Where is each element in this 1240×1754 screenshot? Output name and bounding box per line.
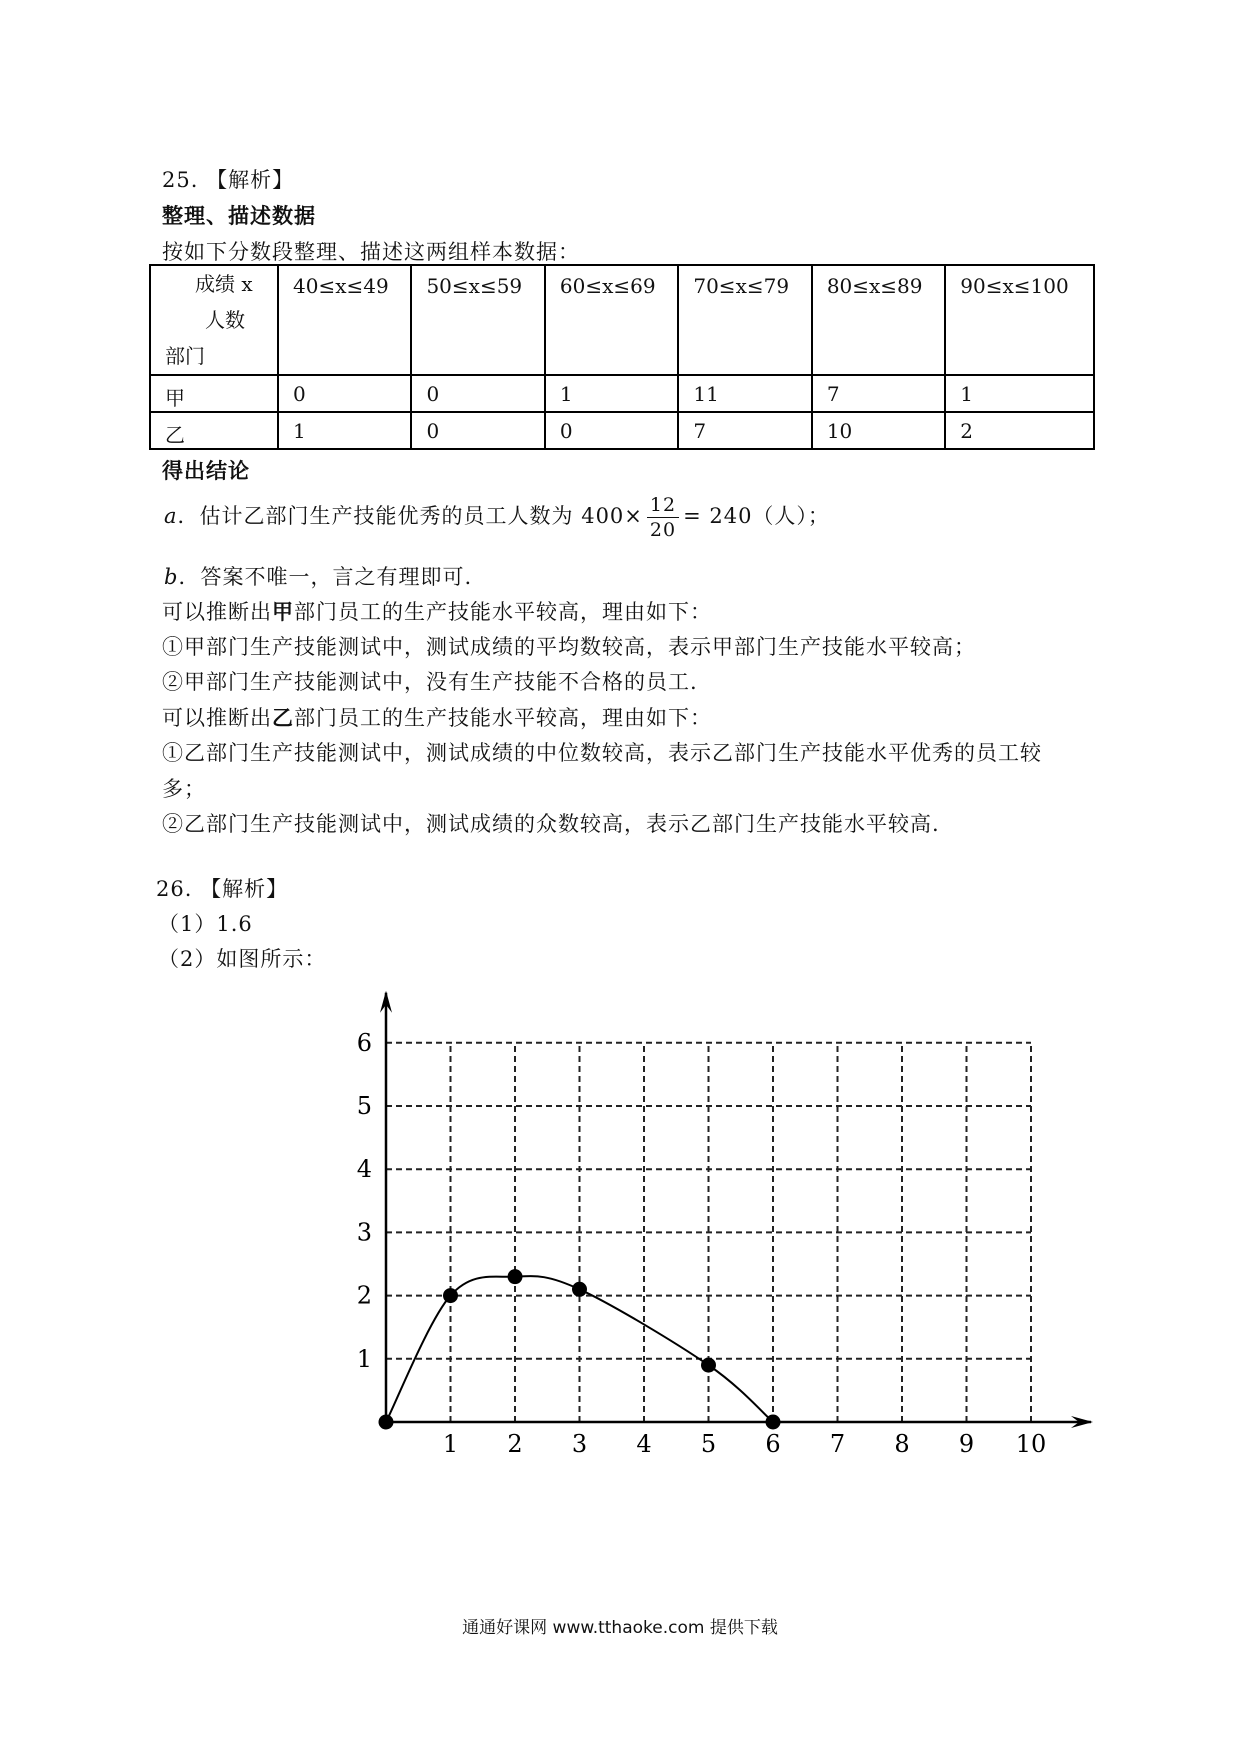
table-cell: 10 (812, 412, 945, 449)
column-header: 40≤x≤49 (278, 265, 411, 375)
reason-line: ①乙部门生产技能测试中，测试成绩的中位数较高，表示乙部门生产技能水平优秀的员工较 (162, 741, 1042, 765)
y-tick-label: 2 (356, 1281, 372, 1310)
x-tick-label: 6 (765, 1430, 781, 1458)
table-cell: 7 (678, 412, 811, 449)
table-cell: 1 (278, 412, 411, 449)
q26-heading: 26. 【解析】 (156, 877, 289, 901)
x-tick-label: 10 (1015, 1430, 1047, 1458)
section-conclusion-heading: 得出结论 (162, 458, 250, 483)
table-intro: 按如下分数段整理、描述这两组样本数据： (162, 240, 580, 264)
x-tick-label: 2 (507, 1430, 523, 1458)
table-cell: 11 (678, 375, 811, 412)
table-cell: 1 (945, 375, 1094, 412)
fraction-numerator: 12 (647, 493, 679, 518)
reason-line: 可以推断出乙部门员工的生产技能水平较高，理由如下： (162, 705, 712, 730)
y-tick-label: 4 (356, 1155, 372, 1184)
row-label: 乙 (150, 412, 278, 449)
x-tick-label: 9 (958, 1430, 975, 1458)
y-tick-label: 6 (356, 1028, 372, 1057)
table-cell: 7 (812, 375, 945, 412)
y-tick-label: 1 (356, 1344, 372, 1373)
data-point (572, 1282, 587, 1297)
reason-line: ②甲部门生产技能测试中，没有生产技能不合格的员工. (162, 670, 698, 694)
q26-part1: （1）1.6 (158, 912, 253, 936)
row-label: 甲 (150, 375, 278, 412)
x-tick-label: 3 (571, 1430, 588, 1458)
q25-heading: 25. 【解析】 (162, 168, 295, 192)
item-b-text: ．答案不唯一，言之有理即可. (178, 565, 473, 589)
data-point (766, 1415, 781, 1430)
data-point (443, 1288, 458, 1303)
reason-line: ①甲部门生产技能测试中，测试成绩的平均数较高，表示甲部门生产技能水平较高； (162, 635, 976, 659)
y-tick-label: 3 (356, 1218, 372, 1247)
column-header: 50≤x≤59 (411, 265, 544, 375)
y-tick-label: 5 (356, 1092, 372, 1120)
x-tick-label: 1 (442, 1430, 459, 1458)
column-header: 80≤x≤89 (812, 265, 945, 375)
table-cell: 0 (278, 375, 411, 412)
column-header: 60≤x≤69 (545, 265, 678, 375)
footer-credit: 通通好课网 www.tthaoke.com 提供下载 (462, 1618, 778, 1638)
table-cell: 2 (945, 412, 1094, 449)
x-tick-label: 7 (829, 1430, 846, 1458)
x-tick-label: 8 (894, 1430, 910, 1458)
q26-part2: （2）如图所示： (158, 947, 327, 971)
reason-line: 可以推断出甲部门员工的生产技能水平较高，理由如下： (162, 599, 712, 624)
table-cell: 1 (545, 375, 678, 412)
corner-label-count: 人数 (205, 308, 245, 332)
data-point (701, 1358, 716, 1373)
corner-label-department: 部门 (165, 344, 205, 368)
item-b-marker: b (164, 565, 179, 589)
column-header: 70≤x≤79 (678, 265, 811, 375)
table-cell: 0 (545, 412, 678, 449)
reason-line: 多； (162, 777, 206, 801)
data-point (508, 1269, 523, 1284)
section-organize-heading: 整理、描述数据 (162, 203, 316, 228)
x-tick-label: 4 (636, 1430, 652, 1458)
table-cell: 0 (411, 412, 544, 449)
column-header: 90≤x≤100 (945, 265, 1094, 375)
corner-label-score: 成绩 x (195, 272, 253, 296)
table-cell: 0 (411, 375, 544, 412)
reason-line: ②乙部门生产技能测试中，测试成绩的众数较高，表示乙部门生产技能水平较高. (162, 812, 940, 836)
item-a-result: = 240（人）； (683, 504, 830, 528)
fraction-denominator: 20 (649, 519, 677, 541)
item-a-marker: a (164, 504, 178, 528)
x-tick-label: 5 (700, 1430, 717, 1458)
data-point (379, 1415, 394, 1430)
item-a-text: ．估计乙部门生产技能优秀的员工人数为 400× (177, 504, 643, 528)
